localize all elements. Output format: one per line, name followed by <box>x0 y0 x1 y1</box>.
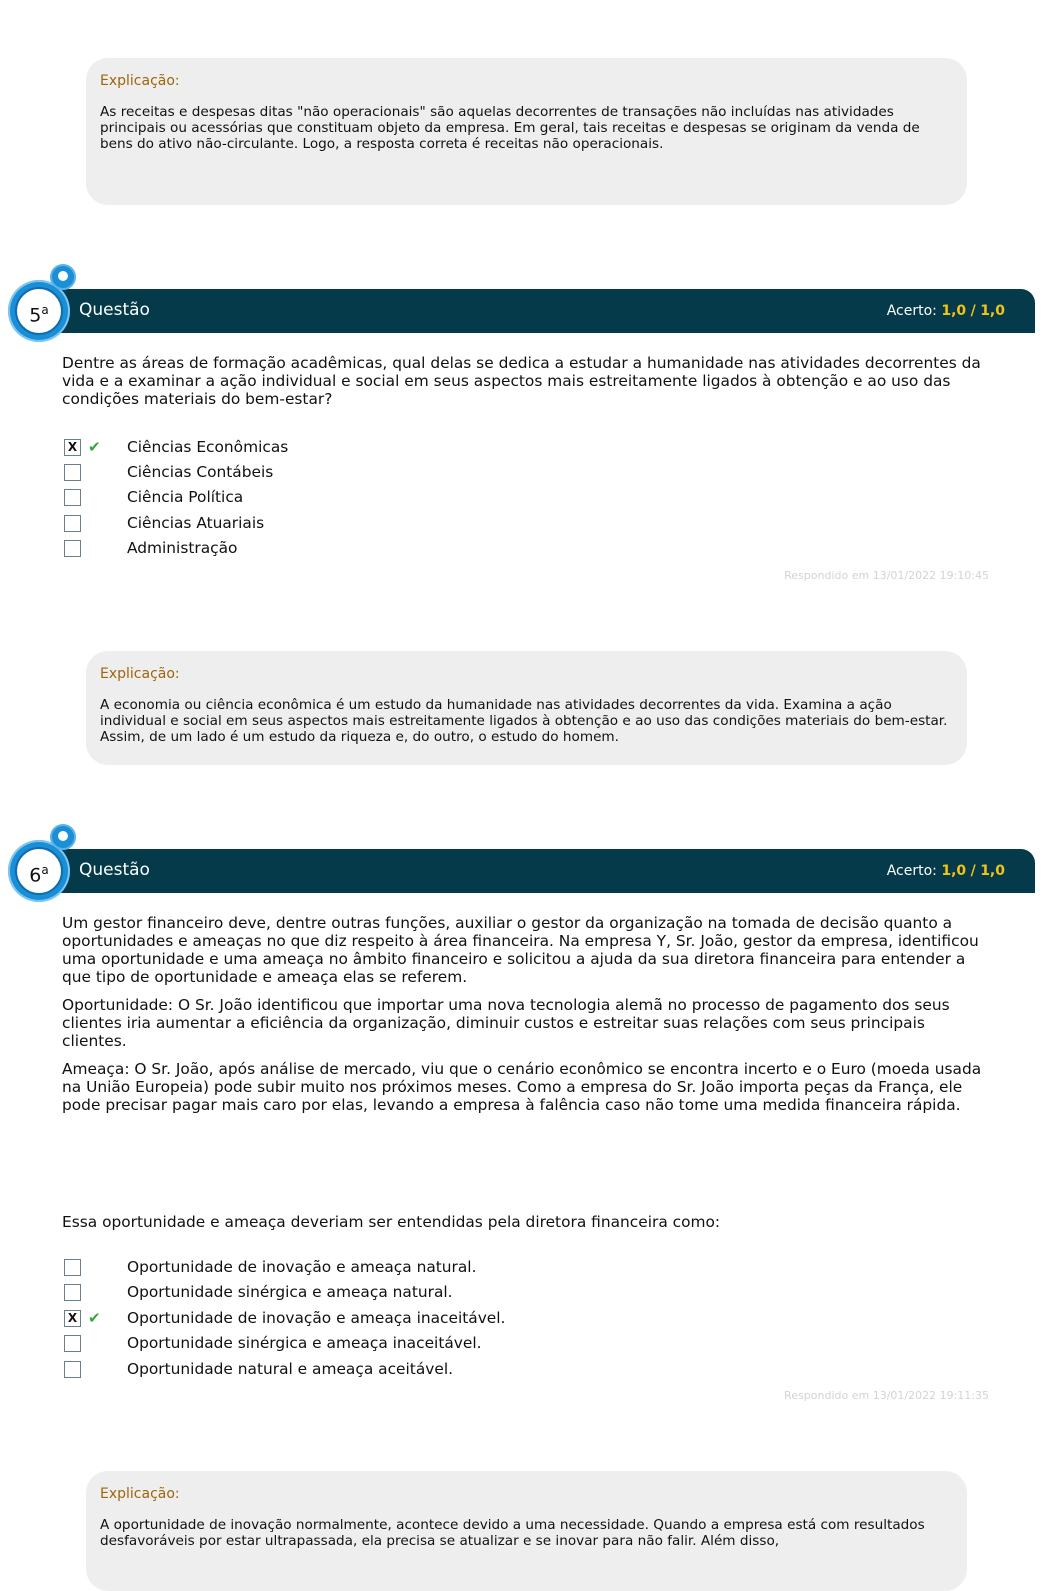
question-number-badge-6 <box>8 840 70 902</box>
acerto-label: Acerto: <box>886 863 937 879</box>
score-display <box>887 303 1005 319</box>
question-text-5 <box>62 354 992 418</box>
option-q6-2[interactable] <box>64 1284 664 1304</box>
question-number-badge-5 <box>8 280 70 342</box>
question-text-6 <box>62 914 992 1124</box>
explanation-box-q5 <box>86 651 967 765</box>
option-label: Oportunidade sinérgica e ameaça inaceitável. <box>127 1334 482 1352</box>
option-q6-1[interactable] <box>64 1259 664 1279</box>
score-separator: / <box>970 303 976 319</box>
checkbox[interactable] <box>64 1361 81 1378</box>
question-paragraph-1: Um gestor financeiro deve, dentre outras funções, auxiliar o gestor da organização na tomada de decisão quanto a oportunidades e ameaças no que diz respeito à área financeira. Na empresa Y, Sr. João, gestor da empresa, identificou uma oportunidade e uma ameaça no âmbito financeiro e solicitou a ajuda da sua diretora financeira para entender a que tipo de oportunidade e ameaça elas se referem. <box>62 914 979 986</box>
answered-timestamp: Respondido em 13/01/2022 19:10:45 <box>784 569 989 582</box>
question-prompt-6 <box>62 1213 992 1241</box>
option-label: Ciências Econômicas <box>127 438 289 456</box>
answered-timestamp: Respondido em 13/01/2022 19:11:35 <box>784 1389 989 1402</box>
option-q6-4[interactable] <box>64 1335 664 1355</box>
acerto-label: Acerto: <box>886 303 937 319</box>
explanation-box-q4 <box>86 58 967 205</box>
question-label: Questão <box>79 860 150 880</box>
option-q5-4[interactable] <box>64 515 664 535</box>
option-label: Administração <box>127 539 238 557</box>
explanation-title: Explicação: <box>100 666 180 682</box>
question-number-value: 6 <box>29 864 42 887</box>
question-label: Questão <box>79 300 150 320</box>
score-value: 1,0 <box>941 863 967 879</box>
correct-check-icon: ✔ <box>88 438 101 456</box>
checkbox[interactable] <box>64 1284 81 1301</box>
question-number <box>15 847 63 895</box>
option-q5-2[interactable] <box>64 464 664 484</box>
score-display <box>887 863 1005 879</box>
option-q5-3[interactable] <box>64 489 664 509</box>
question-paragraph-3: Ameaça: O Sr. João, após análise de mercado, viu que o cenário econômico se encontra incerto e o Euro (moeda usada na União Europeia) pode subir muito nos próximos meses. Como a empresa do Sr. João importa peças da França, ele pode precisar pagar mais caro por elas, levando a empresa à falência caso não tome uma medida financeira rápida. <box>62 1060 982 1114</box>
badge-bubble-highlight <box>58 831 68 841</box>
checkbox-checked[interactable]: X <box>64 1310 81 1327</box>
explanation-text: A oportunidade de inovação normalmente, acontece devido a uma necessidade. Quando a empresa está com resultados desfavoráveis por estar ultrapassada, ela precisa se atualizar e se inovar para não falir. Além disso, <box>100 1517 925 1549</box>
question-prompt: Essa oportunidade e ameaça deveriam ser entendidas pela diretora financeira como: <box>62 1213 721 1231</box>
explanation-text: As receitas e despesas ditas "não operacionais" são aquelas decorrentes de transações não incluídas nas atividades principais ou acessórias que constituam objeto da empresa. Em geral, tais receitas e despesas se originam da venda de bens do ativo não-circulante. Logo, a resposta correta é receitas não operacionais. <box>100 104 920 152</box>
checkbox[interactable] <box>64 1335 81 1352</box>
question-number <box>15 287 63 335</box>
question-number-value: 5 <box>29 304 42 327</box>
option-label: Oportunidade natural e ameaça aceitável. <box>127 1360 453 1378</box>
score-total: 1,0 <box>980 863 1005 879</box>
explanation-title: Explicação: <box>100 73 180 89</box>
checkbox[interactable] <box>64 540 81 557</box>
score-total: 1,0 <box>980 303 1005 319</box>
correct-check-icon: ✔ <box>88 1309 101 1327</box>
option-q5-1[interactable] <box>64 439 664 459</box>
checkbox[interactable] <box>64 489 81 506</box>
option-label: Ciências Contábeis <box>127 463 274 481</box>
checkbox[interactable] <box>64 515 81 532</box>
option-q5-5[interactable] <box>64 540 664 560</box>
explanation-title: Explicação: <box>100 1486 180 1502</box>
option-label: Oportunidade de inovação e ameaça inaceitável. <box>127 1309 506 1327</box>
checkbox[interactable] <box>64 464 81 481</box>
option-label: Ciência Política <box>127 488 244 506</box>
question-header-6 <box>22 849 1035 893</box>
checkbox-checked[interactable]: X <box>64 439 81 456</box>
option-label: Oportunidade de inovação e ameaça natural. <box>127 1258 477 1276</box>
option-label: Ciências Atuariais <box>127 514 265 532</box>
checkbox[interactable] <box>64 1259 81 1276</box>
question-paragraph-2: Oportunidade: O Sr. João identificou que importar uma nova tecnologia alemã no processo de pagamento dos seus clientes iria aumentar a eficiência da organização, diminuir custos e estreitar suas relações com seus principais clientes. <box>62 996 950 1050</box>
question-stem: Dentre as áreas de formação acadêmicas, qual delas se dedica a estudar a humanidade nas atividades decorrentes da vida e a examinar a ação individual e social em seus aspectos mais estreitamente ligados à obtenção e ao uso das condições materiais do bem-estar? <box>62 354 981 408</box>
score-value: 1,0 <box>941 303 967 319</box>
option-q6-3[interactable] <box>64 1310 664 1330</box>
option-q6-5[interactable] <box>64 1361 664 1381</box>
badge-bubble-highlight <box>58 271 68 281</box>
explanation-box-q6 <box>86 1471 967 1591</box>
question-number-sup: a <box>41 303 49 317</box>
score-separator: / <box>970 863 976 879</box>
option-label: Oportunidade sinérgica e ameaça natural. <box>127 1283 453 1301</box>
explanation-text: A economia ou ciência econômica é um estudo da humanidade nas atividades decorrentes da vida. Examina a ação individual e social em seus aspectos mais estreitamente ligados à obtenção e ao uso das condições materiais do bem-estar. Assim, de um lado é um estudo da riqueza e, do outro, o estudo do homem. <box>100 697 948 745</box>
question-number-sup: a <box>41 863 49 877</box>
question-header-5 <box>22 289 1035 333</box>
